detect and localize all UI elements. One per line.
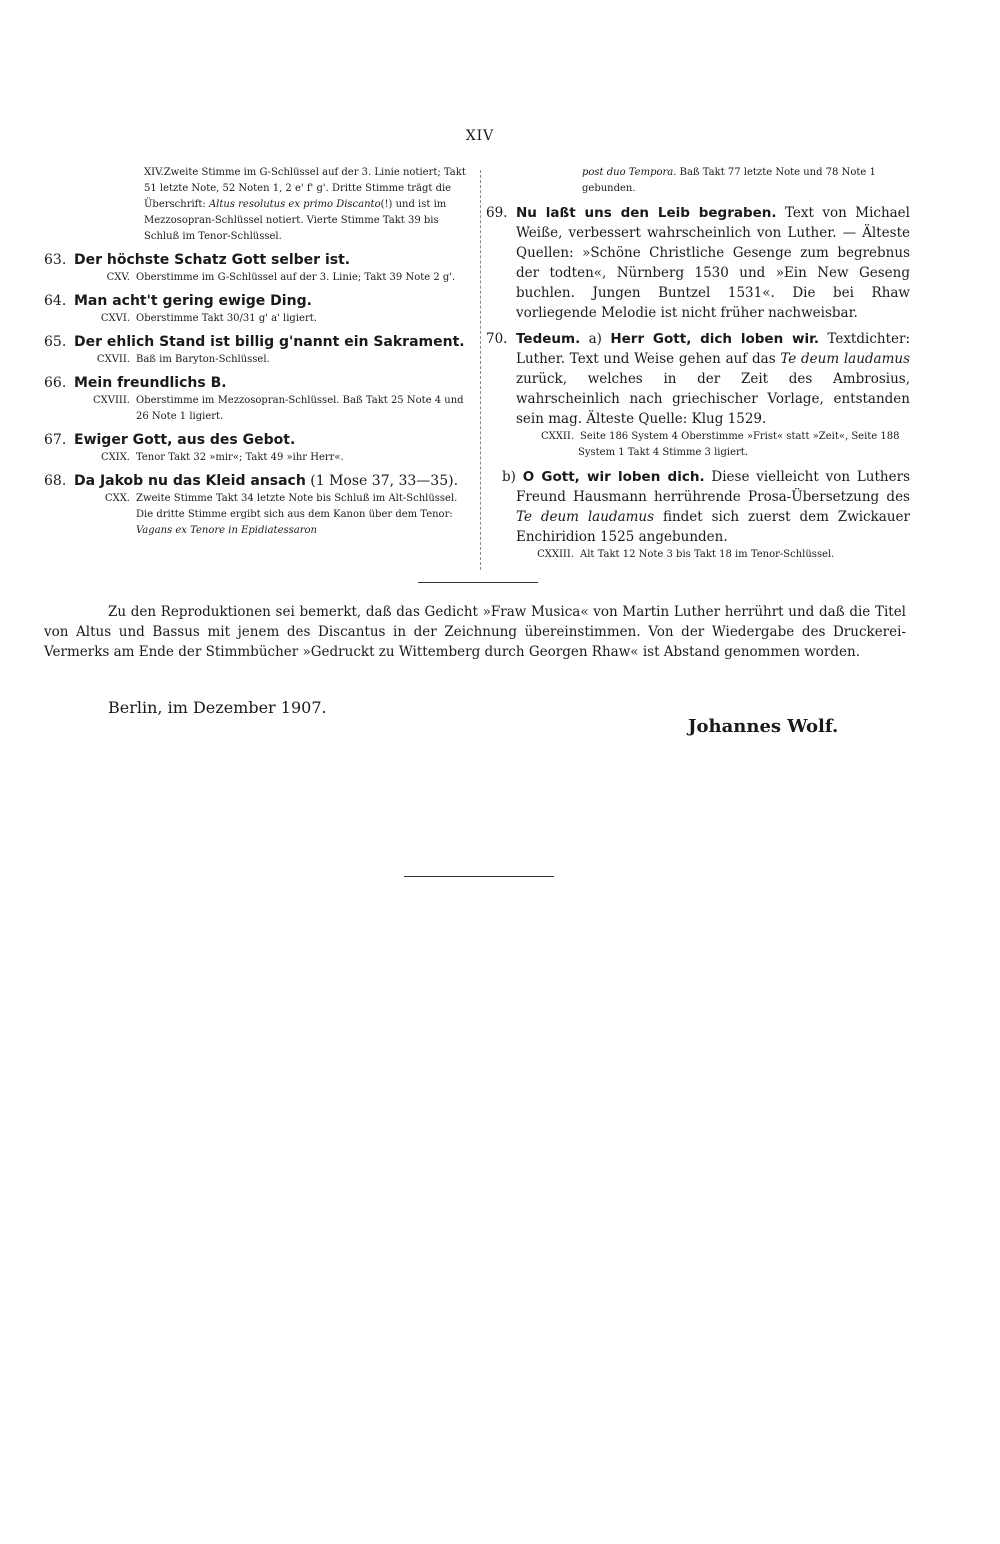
left-column	[44, 165, 476, 545]
end-rule	[404, 876, 554, 877]
separator-rule	[418, 582, 538, 583]
entry-63: 63. Der höchste Schatz Gott selber ist. CXV. Oberstimme im G-Schlüssel auf der 3. Linie; Takt 39 Note 2 g'.	[44, 252, 456, 283]
closing-paragraph: Zu den Reproduktionen sei bemerkt, daß das Gedicht »Fraw Musica« von Martin Luther herrührt und daß die Titel von Altus und Bassus mit jenem des Discantus in der Zeichnung übereinstimmen. Von der Wiedergabe des Druckerei-Vermerks am Ende der Stimmbücher »Gedruckt zu Wittemberg durch Georgen Rhaw« ist Abstand genommen worden.	[44, 604, 906, 660]
note-xiv: XIV.Zweite Stimme im G-Schlüssel auf der 3. Linie notiert; Takt 51 letzte Note, 52 Noten 1, 2 e' f' g'. Dritte Stimme trägt die Überschrift: Altus resolutus ex primo Discanto(!) und ist im Mezzosopran-Schlüssel notiert. Vierte Stimme Takt 39 bis Schluß im Tenor-Schlüssel.	[144, 167, 466, 242]
entry-title: O Gott, wir loben dich.	[522, 469, 705, 485]
entry-64: 64. Man acht't gering ewige Ding. CXVI. Oberstimme Takt 30/31 g' a' ligiert.	[44, 293, 317, 324]
entry-title: Mein freundlichs B.	[74, 375, 227, 391]
entry-title: Man acht't gering ewige Ding.	[74, 293, 312, 309]
right-column	[486, 165, 910, 569]
entry-title: Nu laßt uns den Leib begraben.	[516, 205, 777, 221]
column-divider	[480, 170, 481, 570]
signature: Johannes Wolf.	[688, 716, 839, 737]
entry-title: Tedeum.	[516, 331, 581, 347]
entry-70: 70. Tedeum. a) Herr Gott, dich loben wir. Textdichter: Luther. Text und Weise gehen auf das Te deum laudamus zurück, welches in der Zeit des Ambrosius, wahrscheinlich nach griechischer Vorlage, entstanden sein mag. Älteste Quelle: Klug 1529. CXXII. Seite 186 System 4 Oberstimme »Frist« statt »Zeit«, Seite 188 System 1 Takt 4 Stimme 3 ligiert.	[486, 331, 910, 458]
entry-65: 65. Der ehlich Stand ist billig g'nannt ein Sakrament. CXVII. Baß im Baryton-Schlüssel.	[44, 334, 465, 365]
entry-title: Da Jakob nu das Kleid ansach	[74, 473, 306, 489]
entry-title: Der höchste Schatz Gott selber ist.	[74, 252, 351, 268]
entry-66: 66. Mein freundlichs B. CXVIII. Oberstimme im Mezzosopran-Schlüssel. Baß Takt 25 Note 4 und 26 Note 1 ligiert.	[44, 375, 464, 422]
entry-title: Der ehlich Stand ist billig g'nannt ein Sakrament.	[74, 334, 465, 350]
note-continuation: post duo Tempora. Baß Takt 77 letzte Note und 78 Note 1 gebunden.	[582, 167, 876, 194]
place-date: Berlin, im Dezember 1907.	[108, 698, 327, 717]
entry-69: 69. Nu laßt uns den Leib begraben. Text von Michael Weiße, verbessert wahrscheinlich von Luther. — Älteste Quellen: »Schöne Christliche Gesenge zum begrebnus der todten«, Nürnberg 1530 und »Ein New Geseng buchlen. Jungen Buntzel 1531«. Die bei Rhaw vorliegende Melodie ist nicht früher nachweisbar.	[486, 205, 910, 321]
page-number: XIV	[465, 128, 495, 144]
entry-title: Ewiger Gott, aus des Gebot.	[74, 432, 296, 448]
entry-67: 67. Ewiger Gott, aus des Gebot. CXIX. Tenor Takt 32 »mir«; Takt 49 »ihr Herr«.	[44, 432, 344, 463]
entry-70b: b) O Gott, wir loben dich. Diese vielleicht von Luthers Freund Hausmann herrührende Prosa-Übersetzung des Te deum laudamus findet sich zuerst dem Zwickauer Enchiridion 1525 angebunden. CXXIII. Alt Takt 12 Note 3 bis Takt 18 im Tenor-Schlüssel.	[502, 469, 910, 560]
entry-68: 68. Da Jakob nu das Kleid ansach (1 Mose 37, 33—35). CXX. Zweite Stimme Takt 34 letzte Note bis Schluß im Alt-Schlüssel. Die dritte Stimme ergibt sich aus dem Kanon über dem Tenor: Vagans ex Tenore in Epidiatessaron	[44, 473, 459, 536]
